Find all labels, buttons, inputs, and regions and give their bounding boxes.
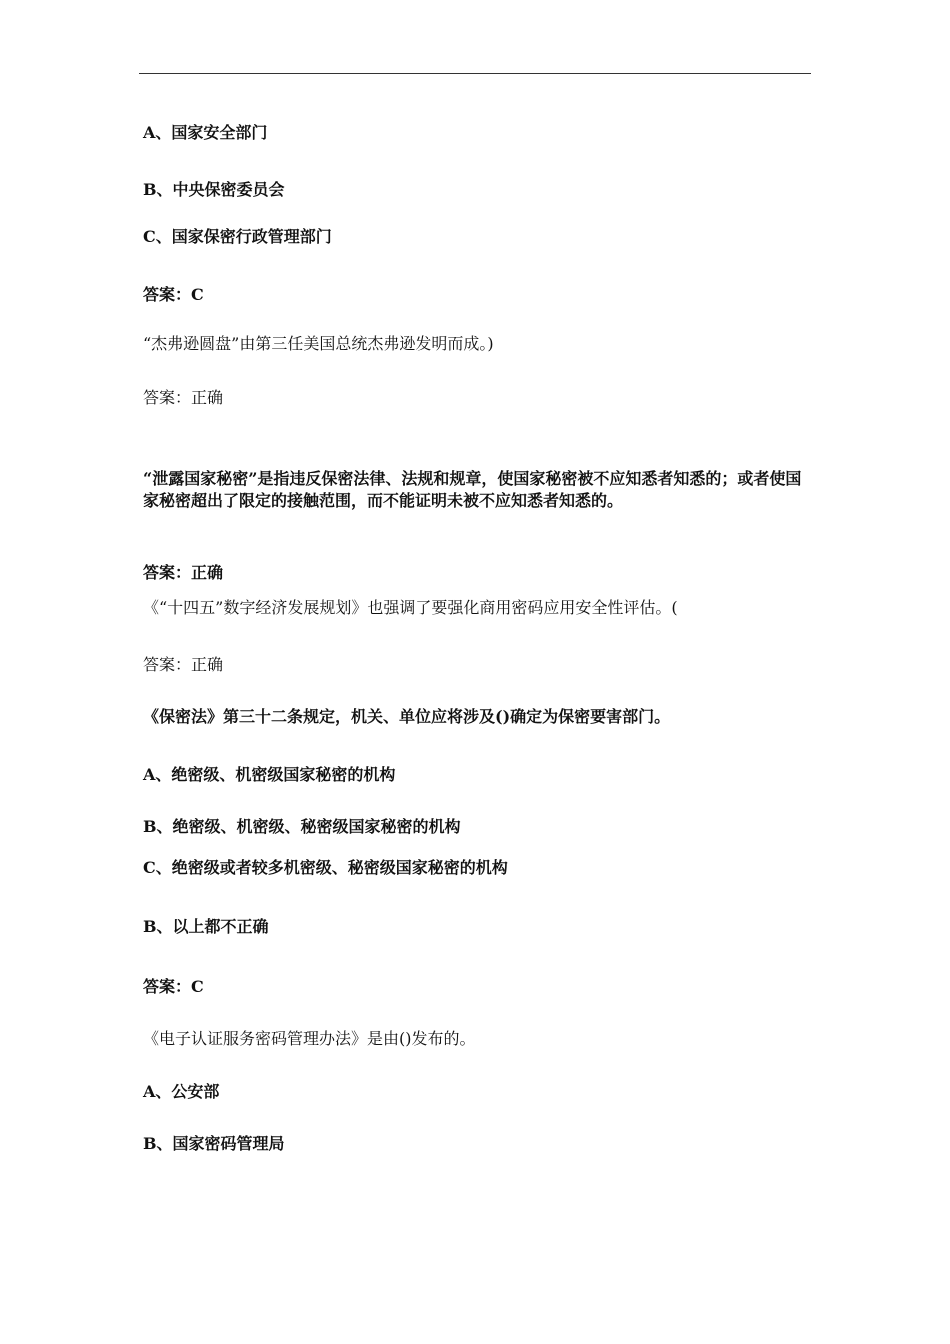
answer-line: 答案：C (143, 977, 204, 996)
option-c-line: C、绝密级或者较多机密级、秘密级国家秘密的机构 (143, 858, 508, 877)
answer-line: 答案：正确 (143, 655, 224, 674)
question-line: “杰弗逊圆盘”由第三任美国总统杰弗逊发明而成。) (143, 334, 494, 353)
question-line: 《“十四五”数字经济发展规划》也强调了要强化商用密码应用安全性评估。( (143, 598, 678, 617)
option-c-line: C、国家保密行政管理部门 (143, 227, 332, 246)
option-b-line: B、国家密码管理局 (143, 1134, 285, 1153)
option-a-line: A、绝密级、机密级国家秘密的机构 (143, 765, 396, 784)
answer-line: 答案：正确 (143, 388, 224, 407)
option-d-line: B、以上都不正确 (143, 917, 269, 936)
option-b-line: B、绝密级、机密级、秘密级国家秘密的机构 (143, 817, 461, 836)
answer-line: 答案：正确 (143, 563, 224, 582)
question-line: 《保密法》第三十二条规定，机关、单位应将涉及()确定为保密要害部门。 (143, 707, 671, 726)
option-b-line: B、中央保密委员会 (143, 180, 285, 199)
answer-line: 答案：C (143, 285, 204, 304)
header-rule (139, 73, 811, 74)
option-a-line: A、公安部 (143, 1082, 220, 1101)
question-paragraph: “泄露国家秘密”是指违反保密法律、法规和规章，使国家秘密被不应知悉者知悉的；或者使国家秘密超出了限定的接触范围，而不能证明未被不应知悉者知悉的。 (143, 469, 802, 510)
question-line: 《电子认证服务密码管理办法》是由()发布的。 (143, 1029, 476, 1048)
option-a-line: A、国家安全部门 (143, 123, 268, 142)
